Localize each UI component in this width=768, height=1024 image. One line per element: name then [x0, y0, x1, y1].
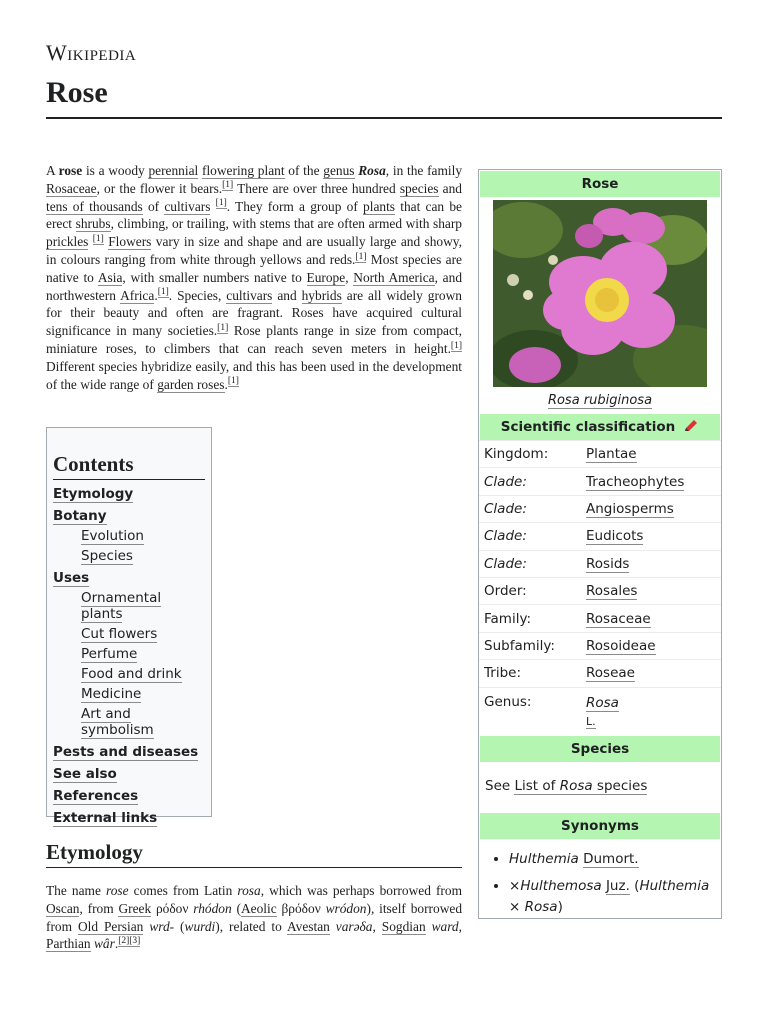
lead-bold-rose: rose — [58, 163, 83, 178]
ref-1[interactable]: [1] — [227, 376, 239, 387]
link-europe[interactable]: Europe — [306, 269, 346, 285]
list-item: • Hulthemia Dumort. — [509, 849, 721, 870]
toc-list — [53, 486, 205, 826]
photo-caption: Rosa rubiginosa — [547, 393, 653, 408]
toc-item-ornamental-plants[interactable]: Ornamental plants — [81, 590, 162, 622]
ref-1[interactable]: [1] — [355, 251, 367, 262]
classification-row: Clade: Eudicots — [479, 522, 721, 549]
link-cultivars-2[interactable]: cultivars — [226, 287, 273, 303]
section-divider — [46, 867, 462, 868]
link-flowering-plant[interactable]: flowering plant — [202, 163, 285, 178]
list-item: • ×Hulthemosa Juz. (Hulthemia × Rosa) — [509, 876, 721, 918]
infobox — [478, 169, 722, 919]
classification-header: Scientific classification — [480, 414, 720, 440]
section-heading-etymology: Etymology — [46, 840, 143, 864]
link-greek[interactable]: Greek — [118, 900, 152, 916]
toc-item-external-links[interactable]: External links — [53, 810, 158, 826]
link-juz[interactable]: Juz. — [605, 877, 630, 894]
classification-row: Clade: Angiosperms — [479, 495, 721, 522]
ref-1[interactable]: [1] — [222, 180, 234, 191]
ref-1[interactable]: [1] — [215, 198, 227, 209]
link-plants[interactable]: plants — [363, 198, 396, 214]
link-parthian[interactable]: Parthian — [46, 936, 91, 952]
link-dumort[interactable]: Dumort. — [583, 850, 639, 867]
link-rosaceae[interactable]: Rosaceae — [46, 180, 97, 196]
classification-row: Family: Rosaceae — [479, 604, 721, 631]
title-divider — [46, 117, 722, 119]
toc-title: Contents — [53, 452, 205, 480]
link-aeolic[interactable]: Aeolic — [240, 900, 277, 916]
infobox-title: Rose — [480, 171, 720, 197]
link-cultivars[interactable]: cultivars — [164, 198, 211, 214]
link-sogdian[interactable]: Sogdian — [381, 918, 426, 934]
toc-item-pests-and-diseases[interactable]: Pests and diseases — [53, 744, 199, 760]
rose-photo[interactable] — [493, 200, 707, 387]
link-prickles[interactable]: prickles — [46, 234, 89, 250]
toc-item-evolution[interactable]: Evolution — [81, 528, 144, 544]
classification-row-genus: Genus: Rosa L. — [479, 687, 721, 735]
classification-row: Clade: Rosids — [479, 550, 721, 577]
toc-item-see-also[interactable]: See also — [53, 766, 117, 782]
link-genus[interactable]: genus — [323, 163, 355, 178]
lead-genus-rosa: Rosa — [358, 163, 386, 178]
ref-1[interactable]: [1] — [157, 287, 169, 298]
classification-table — [479, 440, 721, 687]
link-list-of-rosa-species[interactable]: List of Rosa species — [514, 777, 648, 794]
toc-item-botany[interactable]: Botany Evolution Species — [53, 508, 205, 564]
toc-item-species[interactable]: Species — [81, 548, 133, 564]
ref-1[interactable]: [1] — [450, 340, 462, 351]
ref-1[interactable]: [1] — [217, 322, 229, 333]
classification-row: Tribe: Roseae — [479, 659, 721, 686]
link-africa[interactable]: Africa — [120, 287, 155, 303]
link-species[interactable]: species — [399, 180, 439, 196]
ref-2[interactable]: [2] — [118, 935, 130, 946]
toc-item-references[interactable]: References — [53, 788, 139, 804]
link-old-persian[interactable]: Old Persian — [77, 918, 144, 934]
toc-item-uses[interactable]: Uses Ornamental plants Cut flowers Perfume Food and drink Medicine Art and symbolism — [53, 570, 205, 738]
link-tens-of-thousands[interactable]: tens of thousands — [46, 198, 143, 214]
toc-item-art-and-symbolism[interactable]: Art and symbolism — [81, 706, 154, 738]
table-of-contents — [46, 427, 212, 826]
link-flowers[interactable]: Flowers — [108, 234, 152, 250]
link-shrubs[interactable]: shrubs — [75, 216, 111, 232]
etymology-paragraph: The name rose comes from Latin rosa, which was perhaps borrowed from Oscan, from Greek ρόδον rhódon (Aeolic βρόδον wródon), itself borrowed from Old Persian wrd- (wurdi), related to Avestan varəδa, Sogdian ward, Parthian wâr.[2][3] — [46, 883, 463, 952]
page-title: Rose — [46, 76, 108, 109]
link-garden-roses[interactable]: garden roses — [157, 376, 225, 392]
link-oscan[interactable]: Oscan — [46, 900, 80, 916]
link-north-america[interactable]: North America — [353, 269, 435, 285]
ref-3[interactable]: [3] — [129, 935, 141, 946]
species-see-also: See List of Rosa species — [485, 777, 648, 794]
toc-item-perfume[interactable]: Perfume — [81, 646, 138, 662]
synonyms-list — [479, 839, 721, 918]
classification-row: Subfamily: Rosoideae — [479, 632, 721, 659]
toc-item-etymology[interactable]: Etymology — [53, 486, 134, 502]
classification-row: Clade: Tracheophytes — [479, 467, 721, 494]
toc-item-cut-flowers[interactable]: Cut flowers — [81, 626, 158, 642]
classification-row: Order: Rosales — [479, 577, 721, 604]
species-header: Species — [480, 736, 720, 762]
link-avestan[interactable]: Avestan — [286, 918, 330, 934]
lead-paragraph: A rose is a woody perennial flowering plant of the genus Rosa, in the family Rosaceae, or the flower it bears.[1] There are over three hundred species and tens of thousands of cultivars [1]. They form a group of plants that can be erect shrubs, climbing, or trailing, with stems that are often armed with sharp prickles [1] Flowers vary in size and shape and are usually large and showy, in colours ranging from white through yellows and reds.[1] Most species are native to Asia, with smaller numbers native to Europe, North America, and northwestern Africa.[1]. Species, cultivars and hybrids are all widely grown for their beauty and often are fragrant. Roses have acquired cultural significance in many societies.[1] Rose plants range in size from compact, miniature roses, to climbers that can reach seven meters in height.[1] Different species hybridize easily, and this has been used in the development of the wide range of garden roses.[1] — [46, 163, 463, 392]
toc-item-medicine[interactable]: Medicine — [81, 686, 142, 702]
link-hybrids[interactable]: hybrids — [301, 287, 342, 303]
link-perennial[interactable]: perennial — [148, 163, 199, 178]
edit-pencil-icon[interactable] — [683, 419, 699, 433]
link-asia[interactable]: Asia — [97, 269, 123, 285]
ref-1[interactable]: [1] — [92, 233, 104, 244]
classification-row: Kingdom: Plantae — [479, 440, 721, 467]
synonyms-header: Synonyms — [480, 813, 720, 839]
toc-item-food-and-drink[interactable]: Food and drink — [81, 666, 182, 682]
wikipedia-wordmark[interactable]: Wikipedia — [46, 40, 137, 65]
